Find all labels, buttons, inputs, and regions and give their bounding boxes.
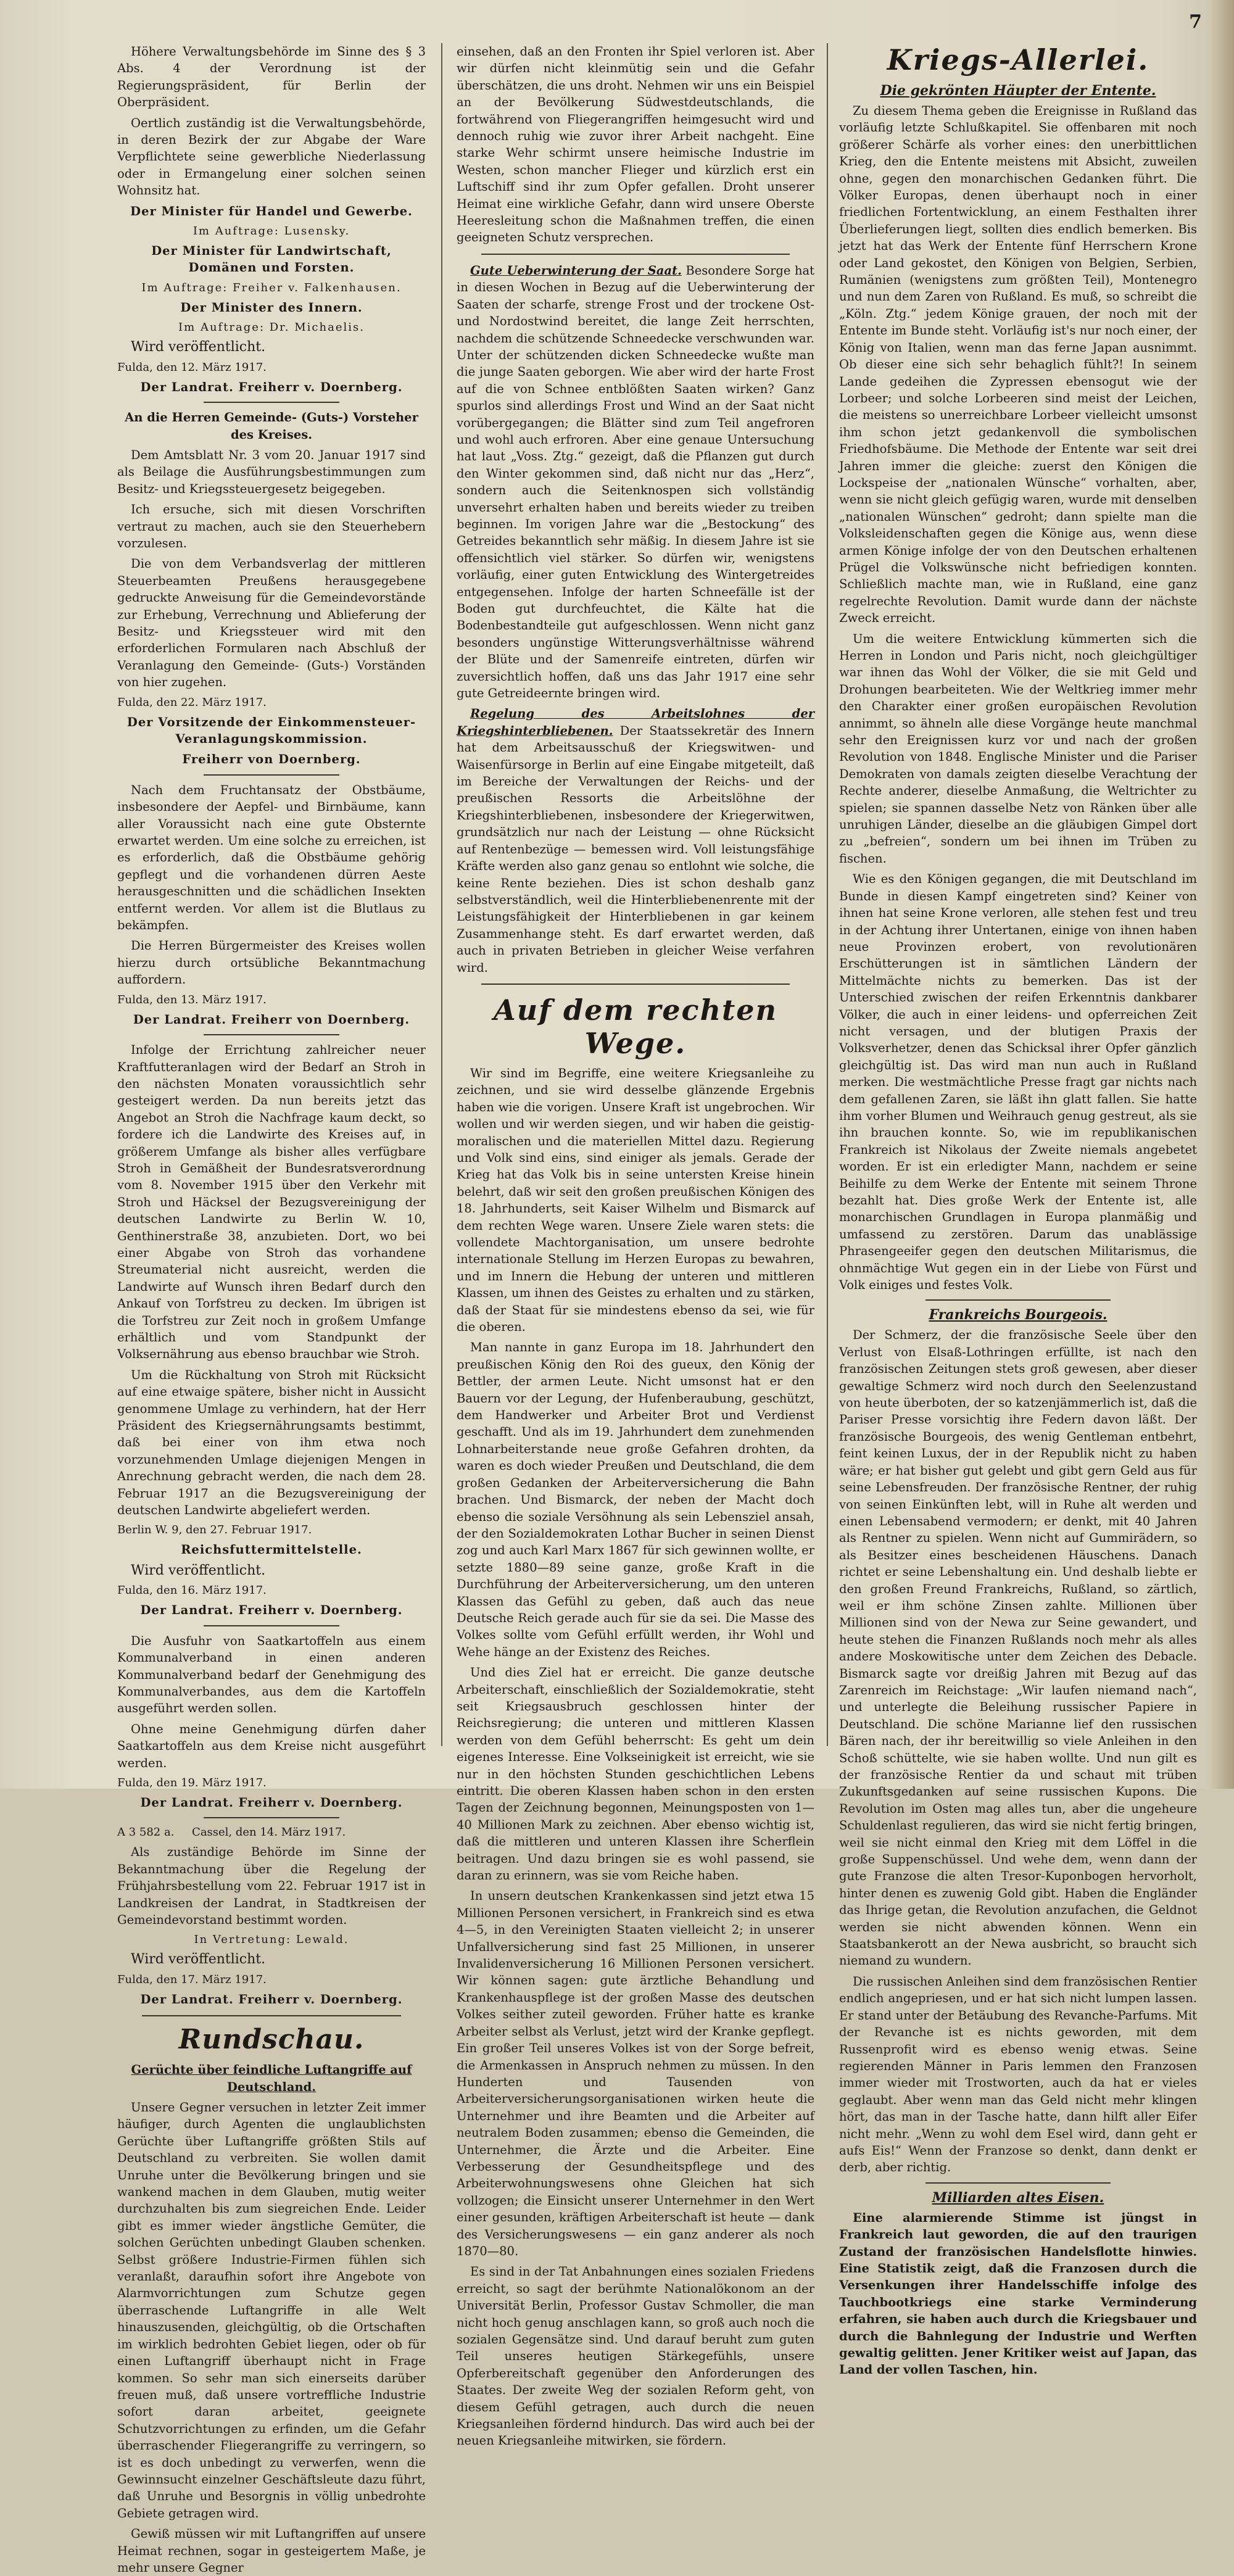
dateline: Cassel, den 14. März 1917. [192,1826,346,1839]
signature: Freiherr von Doernberg. [182,752,361,767]
dateline: Fulda, den 13. März 1917. [117,993,267,1006]
paragraph: einsehen, daß an den Fronten ihr Spiel verloren ist. Aber wir dürfen nicht kleinmütig sein und die Gefahr überschätzen, die uns droht. Nehmen wir uns ein Beispiel an der Bevölkerung Südwestdeutschlands, die fortwährend von Fliegerangriffen heimgesucht wird und dennoch ruhig wie zuvor ihrer Arbeit nachgeht. Eine starke Wehr schirmt unsere heimische Industrie im Westen, schon mancher Flieger und kürzlich erst ein Luftschiff sind ihr zum Opfer gefallen. Droht unserer Heimat eine wirkliche Gefahr, dann wird unsere Oberste Heeresleitung schon die Maßnahmen treffen, die einen geeigneten Schutz versprechen. [457,44,814,245]
dateline: Fulda, den 17. März 1917. [117,1973,267,1986]
separator [204,1817,339,1818]
separator [481,984,790,985]
paragraph: Höhere Verwaltungsbehörde im Sinne des § 3 Abs. 4 der Verordnung ist der Regierungspräsident, für Berlin der Oberpräsident. [117,44,426,110]
article-heading: Frankreichs Bourgeois. [929,1307,1108,1323]
publication-note: Wird veröffentlicht. [131,339,266,355]
signature: Im Auftrage: Lusensky. [193,225,350,238]
reference-code: A 3 582 a. [117,1826,175,1839]
separator [204,402,339,403]
paragraph: Ich ersuche, sich mit diesen Vorschriften vertraut zu machen, auch sie den Steuerhebern vorzulesen. [117,502,426,550]
paragraph: Ohne meine Genehmigung dürfen daher Saatkartoffeln aus dem Kreise nicht ausgeführt werden. [117,1721,426,1770]
article-heading: Die gekrönten Häupter der Entente. [880,83,1156,99]
paragraph: Oertlich zuständig ist die Verwaltungsbehörde, in deren Bezirk der zur Abgabe der Ware Verpflichtete seine gewerbliche Niederlassung oder in Ermangelung einer solchen seinen Wohnsitz hat. [117,115,426,198]
dateline: Berlin W. 9, den 27. Februar 1917. [117,1523,312,1537]
signature: Der Landrat. Freiherr v. Doernberg. [140,1992,403,2007]
separator [142,2015,401,2016]
separator [926,1299,1111,1301]
publication-note: Wird veröffentlicht. [131,1952,266,1968]
paragraph: Als zuständige Behörde im Sinne der Bekanntmachung über die Regelung der Frühjahrsbestellung vom 22. Februar 1917 ist in Landkreisen der Landrat, in Stadtkreisen der Gemeindevorstand bestimmt worden. [117,1845,426,1927]
notice-heading: An die Herren Gemeinde- (Guts-) Vorsteher des Kreises. [125,410,418,442]
paragraph: Die Ausfuhr von Saatkartoffeln aus einem Kommunalverband in einen anderen Kommunalverband bedarf der Genehmigung des Kommunalverbandes, aus dem die Kartoffeln ausgeführt werden sollen. [117,1633,426,1716]
page-edge [1211,0,1234,1789]
dateline: Fulda, den 19. März 1917. [117,1776,267,1789]
paragraph: In unsern deutschen Krankenkassen sind jetzt etwa 15 Millionen Personen versichert, in Frankreich sind es etwa 4—5, in den Vereinigten Staaten vielleicht 2; in unserer Unfallversicherung sind fast 25 Millionen, in unserer Invalidenversicherung 16 Millionen Personen versichert. Wir können sagen: gute ärztliche Behandlung und Krankenhauspflege ist der großen Masse des deutschen Volkes seither zuteil geworden. Früher hatte es kranke Arbeiter selbst als Verlust, jetzt wird der Kranke gepflegt. Ein großer Teil unseres Volkes ist von der Sorge befreit, die Armenkassen in Anspruch nehmen zu müssen. In den Hunderten und Tausenden von Arbeiterversicherungsorganisationen wirken heute die Unternehmer und ihre Beamten und die Arbeiter auf neutralem Boden zusammen; ebenso die Gemeinden, die Unternehmer, die Ärzte und die Arbeiter. Eine Verbesserung der Gesundheitspflege und des Arbeiterwohnungswesens ohne Gleichen hat sich vollzogen; die Einsicht unserer Unternehmer in den Wert einer gesunden, kräftigen Arbeiterschaft ist heute — dank des Versicherungswesens — ein ganz anderer als noch 1870—80. [457,1889,814,2258]
paragraph: Die von dem Verbandsverlag der mittleren Steuerbeamten Preußens herausgegebene gedruckte Anweisung für die Gemeindevorstände zur Erhebung, Verrechnung und Ablieferung der Besitz- und Kriegssteuer wird mit den erforderlichen Formularen nach Abschluß der Veranlagung den Gemeinde- (Guts-) Vorständen von hier zugehen. [117,557,426,690]
dateline: Fulda, den 22. März 1917. [117,695,267,709]
lead-in: Regelung des Arbeitslohnes der Kriegshinterbliebenen. [457,706,814,738]
article-heading: Milliarden altes Eisen. [932,2189,1104,2206]
signature: Der Minister für Landwirtschaft, Domänen und Forsten. [151,244,392,275]
section-title-rundschau: Rundschau. [178,2024,365,2056]
separator [204,1625,339,1626]
article-heading: Gerüchte über feindliche Luftangriffe auf Deutschland. [131,2063,412,2094]
signature: Der Minister des Innern. [180,300,363,315]
paragraph: Wir sind im Begriffe, eine weitere Kriegsanleihe zu zeichnen, und sie wird desselbe glänzende Ergebnis haben wie die vorigen. Unsere Kraft ist ungebrochen. Wir wollen und wir werden siegen, und wir haben die geistig-moralischen und die materiellen Mittel dazu. Regierung und Volk sind eins, sind einiger als jemals. Gerade der Krieg hat das Volk bis in seine untersten Kreise hinein belehrt, daß wir seit den großen preußischen Königen des 18. Jahrhunderts, seit Kaiser Wilhelm und Bismarck auf dem rechten Wege waren. Unsere Ziele waren stets: die vollendete Machtorganisation, um unsere bedrohte internationale Stellung im Herzen Europas zu bewahren, und im Innern die Hebung der unteren und mittleren Klassen, um ihnen des Geistes zu erhalten und zu stärken, daß der Staat für sie mindestens ebenso da sei, wie für die oberen. [457,1066,814,1335]
paragraph: Es sind in der Tat Anbahnungen eines sozialen Friedens erreicht, so sagt der berühmte Nationalökonom an der Universität Berlin, Professor Gustav Schmoller, die man nicht hoch genug anschlagen kann, so groß auch noch die sozialen Gegensätze sind. Und darauf beruht zum guten Teil unseres heutigen Stärkegefühls, unsere Opferbereitschaft gegenüber den Anforderungen des Staates. Der zweite Weg der sozialen Reform geht, von diesem Gefühl getragen, auch durch die neuen Kriegsanleihen fördernd hindurch. Das wird auch bei der neuen Kriegsanleihe mitwirken, sie fördern. [457,2264,814,2448]
separator [926,2182,1111,2184]
dateline: Fulda, den 16. März 1917. [117,1584,267,1597]
paragraph: Der Schmerz, der die französische Seele über den Verlust von Elsaß-Lothringen erfüllte, ist nach den französischen Zeitungen stets groß gewesen, aber dieser gewaltige Schmerz wird noch durch den Seelenzustand von heute überboten, der so katzenjämmerlich ist, daß die Pariser Presse vorsichtig ihre Federn davon läßt. Der französische Bourgeois, des wenig Gentleman entbehrt, feint keinen Luxus, der in der Republik nicht zu haben wäre; er hat bisher gut gelebt und gibt gern Geld aus für seine Lebensfreuden. Der französische Rentner, der ruhig von seinen Einkünften lebt, will in Ruhe alt werden und einen Lebensabend vermodern; er denkt, mit 40 Jahren als Rentner zu spielen. Wenn nicht auf Gummirädern, so als Besitzer eines bescheidenen Häuschens. Danach richtet er seine Lebenshaltung ein. Und deshalb liebte er den großen Freund Frankreichs, Rußland, so zärtlich, weil er ihm schöne Zinsen zahlte. Millionen über Millionen sind von der Newa zur Seine gewandert, und heute stehen die Finanzen Rußlands noch mehr als alles andere Moskowitische unter dem Zeichen des Debacle. Bismarck sagte vor dreißig Jahren mit Bezug auf das Zarenreich im Reichstage: „Wir laufen niemand nach“, und unterlegte die Beleihung russischer Papiere in Deutschland. Die schöne Marianne lief den russischen Bären nach, der ihr bereitwillig so viele Anleihen in den Schoß schüttelte, wie sie haben wollte. Und nun gilt es der französische Rentier da und schaut mit trüben Zukunftsgedanken auf seine russischen Kupons. Die Revolution im Osten mag alles tun, aber die ungeheure Schuldenlast regulieren, das wird sie nicht fertig bringen, weil sie nicht einmal den Krieg mit dem Löffel in die große Suppenschüssel. Und wehe dem, wenn dann der gute Franzose die alten Tresor-Kuponbogen hervorholt, hinter denen es zuwenig Gold gibt. Haben die Engländer das Ihrige getan, die Revolution anzufachen, die Geldnot werden sie nicht abwenden können. Wenn ein Staatsbankerott an der Newa ausbricht, so braucht sich niemand zu wundern. [839,1328,1197,1968]
paragraph [457,705,814,976]
paragraph: Und dies Ziel hat er erreicht. Die ganze deutsche Arbeiterschaft, einschließlich der Sozialdemokratie, steht seit Kriegsausbruch geschlossen hinter der Reichsregierung; die unteren und mittleren Klassen werden von dem Gefühl beherrscht: Es geht um dein eigenes Interesse. Eine Volkseinigkeit ist erreicht, wie sie nur in den höchsten Stunden geschichtlichen Lebens eintritt. Die oberen Klassen haben schon in den ersten Tagen der Zeichnung begonnen, Meinungsposten von 1—40 Millionen Mark zu zeichnen. Aber ebenso wichtig ist, daß die mittleren und unteren Klassen ihre Scherflein beitragen. Und dazu bringen sie es wohl passend, sie daran zu erinnern, was sie vom Reiche haben. [457,1665,814,1883]
separator [204,774,339,776]
signature: Reichsfuttermittelstelle. [181,1543,362,1557]
paragraph: Zu diesem Thema geben die Ereignisse in Rußland das vorläufig letzte Schlußkapitel. Sie offenbaren mit noch größerer Schärfe als vorher eines: den unerbittlichen Krieg, den die Entente meistens mit Absicht, zuweilen ohne, gegen den monarchischen Gedanken führt. Die Völker Europas, denen überhaupt noch in einer friedlichen Fortentwicklung, an einem Festhalten ihrer Überlieferungen liegt, sollten dies endlich bemerken. Bis jetzt hat das Werk der Entente fünf Herrschern Krone oder Land gekostet, den Königen von Belgien, Serbien, Rumänien (wenigstens zum größten Teil), Montenegro und nun dem Zaren von Rußland. Es muß, so schreibt die „Köln. Ztg.“ jedem Könige grauen, der noch mit der Entente im Bunde steht. Vorläufig ist's nur noch einer, der König von Italien, wenn man das ferne Japan ausnimmt. Ob dieser eine sich sehr behaglich fühlt?! In seinem Lande gedeihen die Zypressen ebensogut wie der Lorbeer; und solche Lorbeeren sind meist der Leichen, die meistens so unerreichbare Lorbeer vielleicht umsonst ihm schon jetzt gedankenvoll die symbolischen Friedhofsbäume. Die Methode der Entente war seit drei Jahren immer die gleiche: zuerst den Königen die Lockspeise der „nationalen Wünsche“ vorhalten, aber, wenn sie nicht gleich gefügig waren, wurde mit denselben „nationalen Wünschen“ gedroht; dann spielte man die Volksleidenschaften gegen die Könige aus, wenn diese armen Könige infolge der von den Deutschen erhaltenen Prügel die Volkswünsche nicht befriedigen konnten. Schließlich machte man, wie in Rußland, eine ganz regelrechte Revolution. Damit wurde dann der nächste Zweck erreicht. [839,104,1197,626]
paragraph: Wie es den Königen gegangen, die mit Deutschland im Bunde in diesen Kampf eingetreten sind? Keiner von ihnen hat seine Krone verloren, alle stehen fest und treu in der Achtung ihrer Untertanen, einige von ihnen haben neue Provinzen erobert, von revolutionären Erschütterungen ist in sämtlichen Ländern der Mittelmächte nichts zu bemerken. Das ist der Unterschied zwischen der reifen Erkenntnis dankbarer Völker, die auch in einer leidens- und opferreichen Zeit nicht versagen, und der blutigen Praxis der Volksverhetzer, denen das Schicksal ihrer Opfer gänzlich gleichgültig ist. Das wird man nun auch in Rußland merken. Die westmächtliche Presse fragt gar nichts nach dem gefallenen Zaren, sie läßt ihn glatt fallen. Sie hatte ihm vorher Blumen und Weihrauch genug gestreut, als sie ihn brauchen konnte. So, wie im republikanischen Frankreich ist Nikolaus der Zweite niemals angebetet worden. Er ist ein erledigter Mann, nachdem er seine Beihilfe zu dem Werke der Entente mit seinem Throne bezahlt hat. Dies große Werk der Entente ist, alle monarchischen Grundlagen in Europa planmäßig und umfassend zu zerstören. Darum das unablässige Phrasengeeifer gegen den deutschen Militarismus, die ohnmächtige Wut gegen ein in der Liebe von Fürst und Volk einiges und festes Volk. [839,872,1197,1293]
section-title: Kriegs-Allerlei. [887,43,1149,77]
paragraph: Um die weitere Entwicklung kümmerten sich die Herren in London und Paris nicht, noch gleichgültiger war ihnen das Wohl der Völker, die sie mit Geld und Drohungen bearbeiteten. Wie der Weltkrieg immer mehr den Charakter einer großen europäischen Revolution annimmt, so ähneln alle diese Vorgänge heute manchmal sehr den Ereignissen kurz vor und nach der großen Revolution von 1848. Englische Minister und die Pariser Demokraten von damals zeigten dieselbe Verachtung der Rechte anderer, dieselbe Anmaßung, die Weltrichter zu spielen; sie spannen dasselbe Netz von Ränken über alle unruhigen Länder, dieselbe an die gläubigen Gimpel dort zu „befreien“, sondern um bei ihnen im Trüben zu fischen. [839,631,1197,866]
article-title: Auf dem rechten Wege. [494,993,777,1060]
paragraph: Nach dem Fruchtansatz der Obstbäume, insbesondere der Aepfel- und Birnbäume, kann aller Voraussicht nach eine gute Obsternte erwartet werden. Um eine solche zu erreichen, ist es erforderlich, daß die Obstbäume gehörig gepflegt und die vorhandenen dürren Aeste herausgeschnitten und die schädlichen Insekten entfernt werden. Vor allem ist die Blutlaus zu bekämpfen. [117,782,426,933]
column-articles [457,43,814,2448]
signature: Im Auftrage: Freiher v. Falkenhausen. [141,281,402,294]
paragraph: Eine alarmierende Stimme ist jüngst in Frankreich laut geworden, die auf den traurigen Zustand der französischen Handelsflotte hinwies. Eine Statistik zeigt, daß die Franzosen durch die Versenkungen ihrer Handelsschiffe infolge des Tauchbootkriegs eine starke Verminderung erfahren, sie haben auch durch die Kriegsbauer und durch die Bahnlegung der Industrie und Werften gewaltig gelitten. Jener Kritiker weist auf Japan, das Land der vollen Taschen, hin. [839,2210,1197,2377]
paragraph: Gewiß müssen wir mit Luftangriffen auf unsere Heimat rechnen, sogar in gesteigertem Maße, je mehr unsere Gegner [117,2527,426,2575]
page-number: 7 [1189,11,1202,33]
signature: Der Minister für Handel und Gewerbe. [130,204,413,218]
column-rule [441,43,442,1746]
paragraph: Dem Amtsblatt Nr. 3 vom 20. Januar 1917 sind als Beilage die Ausführungsbestimmungen zum Besitz- und Kriegssteuergesetz beigegeben. [117,447,426,496]
separator [481,254,790,255]
separator [204,1034,339,1035]
paragraph: Die russischen Anleihen sind dem französischen Rentier endlich angepriesen, und er hat sich nicht lumpen lassen. Er stand unter der Betäubung des Revanche-Parfums. Mit der Revanche ist es nichts geworden, mit dem Russenprofit wird es ebenso wenig etwas. Seine regierenden Männer in Paris lemmen den Franzosen immer wieder mit Trostworten, auch da hat er vieles geglaubt. Aber wenn man das Geld nicht mehr klingen hört, das man in der Tasche hatte, dann hilft aller Eifer nicht mehr. „Wenn zu wohl dem Esel wird, dann geht er aufs Eis!“ Wenn der Franzose so denkt, dann denkt er derb, aber richtig. [839,1974,1197,2175]
signature: Der Vorsitzende der Einkommensteuer-Veranlagungskommission. [126,714,416,746]
paragraph: Infolge der Errichtung zahlreicher neuer Kraftfutteranlagen wird der Bedarf an Stroh in den nächsten Monaten voraussichtlich sehr gesteigert werden. Da nun bereits jetzt das Angebot an Stroh die Nachfrage kaum deckt, so fordere ich die Landwirte des Kreises auf, in größerem Umfange als bisher alles verfügbare Stroh in Gemäßheit der Bundesratsverordnung vom 8. November 1915 über den Verkehr mit Stroh und Häcksel der Bezugsvereinigung der deutschen Landwirte zu Berlin W. 10, Genthinerstraße 38, anzubieten. Dort, wo bei einer Abgabe von Stroh das vorhandene Streumaterial nicht ausreicht, werden die Landwirte auf Wunsch ihren Bedarf durch den Ankauf von Torfstreu zu decken. Im übrigen ist die Torfstreu zur Zeit noch in großem Umfange erhältlich und vom Standpunkt der Volksernährung aus ebenso brauchbar wie Stroh. [117,1043,426,1362]
signature: Im Auftrage: Dr. Michaelis. [178,321,365,334]
lead-in: Gute Ueberwinterung der Saat. [470,263,682,278]
signature: Der Landrat. Freiherr v. Doernberg. [140,1603,403,1618]
reference-number [117,1824,426,1840]
signature: Der Landrat. Freiherr von Doernberg. [133,1012,410,1027]
paragraph: Die Herren Bürgermeister des Kreises wollen hierzu durch ortsübliche Bekanntmachung auffordern. [117,938,426,987]
paragraph-text: Der Staatssekretär des Innern hat dem Arbeitsausschuß der Kriegswitwen- und Waisenfürsorge in Berlin auf eine Eingabe mitgeteilt, daß im Bereiche der Verwaltungen der Reichs- und der preußischen Ressorts die Arbeitslöhne der Kriegshinterbliebenen, insbesondere der Kriegerwitwen, grundsätzlich nur nach der Leistung — ohne Rücksicht auf Rentenbezüge — bemessen wird. Voll leistungsfähige Kräfte werden also ganz genau so entlohnt wie solche, die keine Rente beziehen. Dies ist schon deshalb ganz selbstverständlich, weil die Hinterbliebenenrente mit der Leistungsfähigkeit der Hinterbliebenen in gar keinem Zusammenhange steht. Es darf erwartet werden, daß auch in privaten Betrieben in gleicher Weise verfahren wird. [457,723,814,975]
paragraph [457,262,814,702]
signature: In Vertretung: Lewald. [194,1933,349,1947]
paragraph: Man nannte in ganz Europa im 18. Jahrhundert den preußischen König den Roi des gueux, den König der Bettler, der armen Leute. Nicht umsonst hat er den Bauern vor der Legung, der Hufenberaubung, geschützt, dem Handwerker und Arbeiter Brot und Verdienst geschafft. Und als im 19. Jahrhundert dem zunehmenden Lohnarbeiterstande neue große Gefahren drohten, da waren es doch wieder Preußen und Deutschland, die dem großen Gedanken der Arbeiterversicherung die Bahn brachen. Und Bismarck, der neben der Macht doch ebenso die soziale Versöhnung als sein Lebensziel ansah, der den Sozialdemokraten Lothar Bucher in seinen Dienst zog und auch Karl Marx 1867 für sich gewinnen wollte, er setzte 1880—89 seine ganze, große Kraft in die Durchführung der Arbeiterversicherung, um den unteren Klassen das Gefühl zu geben, daß auch das neue Deutsche Reich gerade auch für sie da sei. Die Masse des Volkes sollte vom Gefühl erfüllt werden, ihr Wohl und Wehe hänge an der Existenz des Reiches. [457,1340,814,1659]
column-kriegs-allerlei [839,43,1197,2377]
publication-note: Wird veröffentlicht. [131,1562,266,1578]
signature: Der Landrat. Freiherr v. Doernberg. [140,379,403,394]
paragraph: Um die Rückhaltung von Stroh mit Rücksicht auf eine etwaige spätere, bisher nicht in Aussicht genommene Umlage zu verhindern, hat der Herr Präsident des Kriegsernährungsamts bestimmt, daß bei einer von ihm etwa noch vorzunehmenden Umlage diejenigen Mengen in Anrechnung gebracht werden, die nach dem 28. Februar 1917 an die Bezugsvereinigung der deutschen Landwirte abgeliefert werden. [117,1367,426,1518]
dateline: Fulda, den 12. März 1917. [117,360,267,374]
column-rule [827,43,828,1746]
paragraph: Unsere Gegner versuchen in letzter Zeit immer häufiger, durch Agenten die unglaublichsten Gerüchte über Luftangriffe größten Stils auf Deutschland zu verbreiten. Sie wollen damit Unruhe unter die Bevölkerung bringen und sie wankend machen in dem Glauben, mutig weiter durchzuhalten bis zum siegreichen Ende. Leider gibt es immer wieder ängstliche Gemüter, die solchen Gerüchten unbedingt Glauben schenken. Selbst größere Industrie-Firmen fühlen sich veranlaßt, daraufhin sofort ihre Angebote von Alarmvorrichtungen zum Schutze gegen überraschende Luftangriffe in alle Welt hinauszusenden, gleichgültig, ob die Ortschaften im wirklich bedrohten Gebiet liegen, oder ob für einen Luftangriff überhaupt nicht in Frage kommen. So sehr man sich einerseits darüber freuen muß, daß unsere vortreffliche Industrie sofort daran arbeitet, geeignete Schutzvorrichtungen zu erfinden, um die Gefahr überraschender Fliegerangriffe zu verringern, so ist es doch unbedingt zu verwerfen, wenn die Gewinnsucht einzelner Geschäftsleute dazu führt, daß Unruhe und Besorgnis in völlig unbedrohte Gebiete getragen wird. [117,2100,426,2520]
signature: Der Landrat. Freiherr v. Doernberg. [140,1795,403,1810]
column-official-notices [117,43,426,2575]
paragraph-text: Besondere Sorge hat in diesen Wochen in Bezug auf die Ueberwinterung der Saaten der scharfe, strenge Frost und der trockene Ost- und Nordostwind bereitet, die lange Zeit herrschten, nachdem die schützende Schneedecke verschwunden war. Unter der schützenden dicken Schneedecke wußte man die junge Saaten geborgen. Wie aber wird der harte Frost auf die von Schnee entblößten Saaten wirken? Ganz spurlos sind allerdings Frost und Wind an der Saat nicht vorübergegangen; die Blätter sind zum Teil angefroren und wohl auch erfroren. Aber eine genaue Untersuchung hat laut „Voss. Ztg.“ gezeigt, daß die Pflanzen gut durch den Winter gekommen sind, daß nicht nur das „Herz“, sondern auch die Seitenknospen sich vollständig unversehrt erhalten haben und bereits wieder zu treiben beginnen. Im vorigen Jahre war die „Bestockung“ des Getreides bekanntlich sehr mäßig. In diesem Jahre ist sie offensichtlich viel stärker. So dürfen wir, wenigstens vorläufig, einer guten Entwicklung des Wintergetreides entgegensehen. Infolge der harten Schneefälle ist der Boden gut durchfeuchtet, die Kälte hat die Bodenbestandteile gut aufgeschlossen. Wenn nicht ganz besonders ungünstige Witterungsverhältnisse während der Blüte und der Samenreife eintreten, dürfen wir zuversichtlich hoffen, daß uns das Jahr 1917 eine sehr gute Getreideernte bringen wird. [457,263,814,701]
